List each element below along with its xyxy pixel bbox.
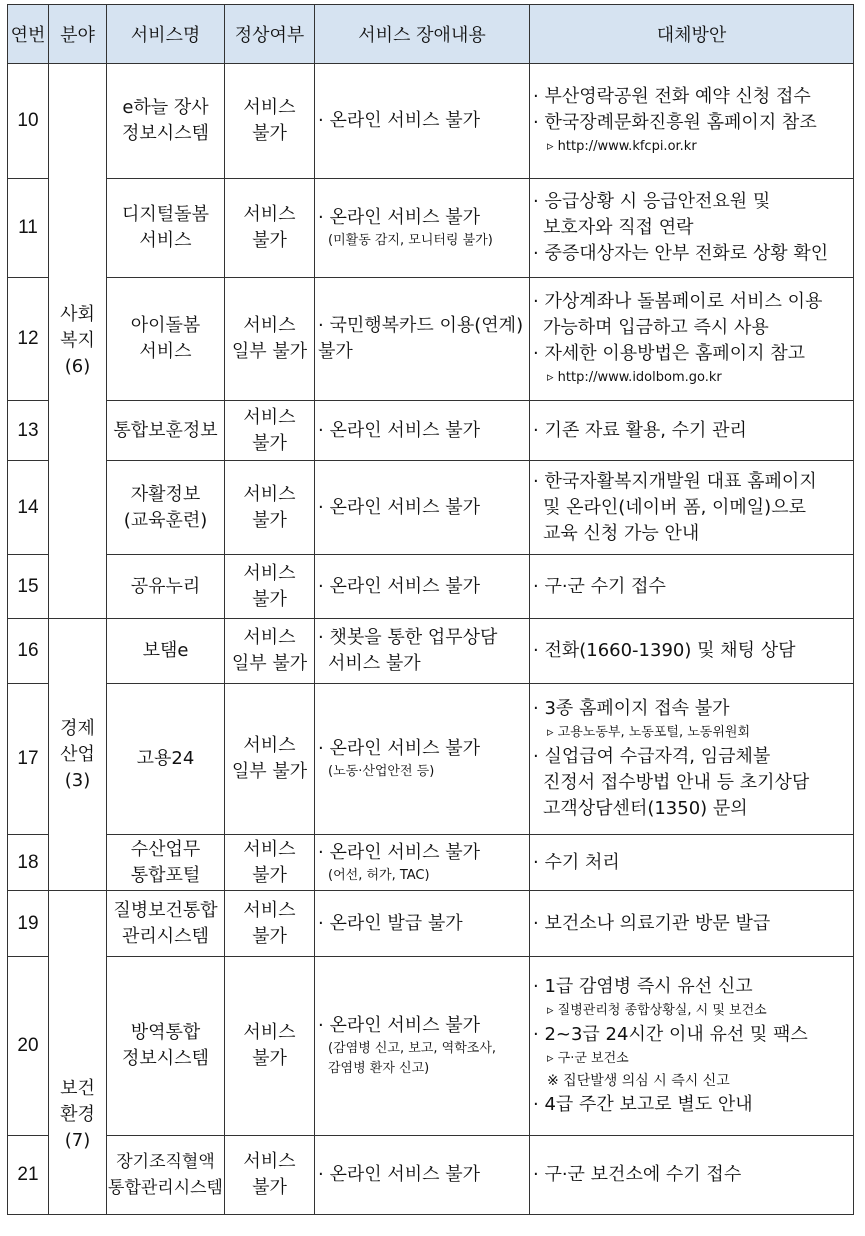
row-number: 14 xyxy=(8,461,49,555)
service-status: 서비스 불가 xyxy=(225,64,315,179)
issue-description: · 온라인 서비스 불가 xyxy=(315,64,530,179)
outage-table xyxy=(7,4,854,1215)
header-alternative: 대체방안 xyxy=(530,5,854,64)
row-number: 15 xyxy=(8,555,49,619)
header-row xyxy=(8,5,854,64)
category-line: 경제 xyxy=(60,717,95,739)
service-name: 장기조직혈액 통합관리시스템 xyxy=(107,1136,225,1215)
row-number: 20 xyxy=(8,957,49,1136)
issue-description: · 온라인 서비스 불가 xyxy=(315,401,530,461)
alternative-plan: · 구·군 수기 접수 xyxy=(530,555,854,619)
alternative-plan: · 부산영락공원 전화 예약 신청 접수 · 한국장례문화진흥원 홈페이지 참조 ▹ http://www.kfcpi.or.kr xyxy=(530,64,854,179)
row-number: 10 xyxy=(8,64,49,179)
row-number: 11 xyxy=(8,179,49,278)
service-status: 서비스 불가 xyxy=(225,555,315,619)
row-number: 16 xyxy=(8,619,49,684)
header-service-name: 서비스명 xyxy=(107,5,225,64)
service-name: 방역통합 정보시스템 xyxy=(107,957,225,1136)
table-row xyxy=(8,278,854,401)
service-name: e하늘 장사 정보시스템 xyxy=(107,64,225,179)
table-row xyxy=(8,684,854,835)
issue-description: · 온라인 서비스 불가 xyxy=(315,555,530,619)
category-line: 환경 xyxy=(60,1104,95,1125)
issue-description: · 국민행복카드 이용(연계) 불가 xyxy=(315,278,530,401)
row-number: 19 xyxy=(8,891,49,957)
service-name: 자활정보 (교육훈련) xyxy=(107,461,225,555)
table-row xyxy=(8,64,854,179)
alternative-plan: · 수기 처리 xyxy=(530,835,854,891)
category-social-welfare xyxy=(49,64,107,619)
alternative-plan: · 보건소나 의료기관 방문 발급 xyxy=(530,891,854,957)
header-no: 연번 xyxy=(8,5,49,64)
service-status: 서비스 불가 xyxy=(225,957,315,1136)
issue-description: · 챗봇을 통한 업무상담 서비스 불가 xyxy=(315,619,530,684)
category-line: 보건 xyxy=(60,1078,95,1099)
service-name: 보탬e xyxy=(107,619,225,684)
alternative-plan: · 기존 자료 활용, 수기 관리 xyxy=(530,401,854,461)
service-name: 수산업무 통합포털 xyxy=(107,835,225,891)
row-number: 13 xyxy=(8,401,49,461)
table-row xyxy=(8,619,854,684)
website-link[interactable]: ▹ http://www.idolbom.go.kr xyxy=(547,370,722,385)
issue-description: · 온라인 서비스 불가 (미활동 감지, 모니터링 불가) xyxy=(315,179,530,278)
issue-description: · 온라인 발급 불가 xyxy=(315,891,530,957)
service-status: 서비스 불가 xyxy=(225,891,315,957)
service-status: 서비스 불가 xyxy=(225,1136,315,1215)
category-line: 산업 xyxy=(60,743,95,765)
alternative-plan: · 1급 감염병 즉시 유선 신고 ▹ 질병관리청 종합상황실, 시 및 보건소 · 2~3급 24시간 이내 유선 및 팩스 ▹ 구·군 보건소 ※ 집단발생 의심 시 즉시 신고 · 4급 주간 보고로 별도 안내 xyxy=(530,957,854,1136)
service-status: 서비스 불가 xyxy=(225,179,315,278)
category-line: (6) xyxy=(64,356,91,377)
service-status: 서비스 일부 불가 xyxy=(225,619,315,684)
service-status: 서비스 일부 불가 xyxy=(225,278,315,401)
service-name: 공유누리 xyxy=(107,555,225,619)
table-row xyxy=(8,891,854,957)
service-status: 서비스 불가 xyxy=(225,461,315,555)
row-number: 18 xyxy=(8,835,49,891)
service-name: 디지털돌봄 서비스 xyxy=(107,179,225,278)
category-line: 사회 xyxy=(60,304,95,325)
category-health-environment xyxy=(49,891,107,1215)
table-row xyxy=(8,179,854,278)
header-status: 정상여부 xyxy=(225,5,315,64)
service-status: 서비스 불가 xyxy=(225,835,315,891)
header-issue: 서비스 장애내용 xyxy=(315,5,530,64)
alternative-plan: · 3종 홈페이지 접속 불가 ▹ 고용노동부, 노동포털, 노동위원회 · 실업급여 수급자격, 임금체불 진정서 접수방법 안내 등 초기상담 고객상담센터(1350) 문의 xyxy=(530,684,854,835)
header-category: 분야 xyxy=(49,5,107,64)
alternative-plan: · 전화(1660-1390) 및 채팅 상담 xyxy=(530,619,854,684)
website-link[interactable]: ▹ http://www.kfcpi.or.kr xyxy=(547,139,697,154)
category-economy-industry xyxy=(49,619,107,891)
issue-description: · 온라인 서비스 불가 (감염병 신고, 보고, 역학조사, 감염병 환자 신고) xyxy=(315,957,530,1136)
row-number: 17 xyxy=(8,684,49,835)
table-row xyxy=(8,957,854,1136)
table-row xyxy=(8,461,854,555)
service-status: 서비스 불가 xyxy=(225,401,315,461)
table-row xyxy=(8,835,854,891)
alternative-plan: · 한국자활복지개발원 대표 홈페이지 및 온라인(네이버 폼, 이메일)으로 교육 신청 가능 안내 xyxy=(530,461,854,555)
issue-description: · 온라인 서비스 불가 xyxy=(315,461,530,555)
category-line: (3) xyxy=(64,769,91,791)
alternative-plan: · 구·군 보건소에 수기 접수 xyxy=(530,1136,854,1215)
alternative-plan: · 응급상황 시 응급안전요원 및 보호자와 직접 연락 · 중증대상자는 안부 전화로 상황 확인 xyxy=(530,179,854,278)
issue-description: · 온라인 서비스 불가 xyxy=(315,1136,530,1215)
service-status: 서비스 일부 불가 xyxy=(225,684,315,835)
alternative-plan: · 가상계좌나 돌봄페이로 서비스 이용 가능하며 입금하고 즉시 사용 · 자세한 이용방법은 홈페이지 참고 ▹ http://www.idolbom.go.kr xyxy=(530,278,854,401)
category-line: 복지 xyxy=(60,330,95,351)
service-name: 통합보훈정보 xyxy=(107,401,225,461)
row-number: 12 xyxy=(8,278,49,401)
service-name: 고용24 xyxy=(107,684,225,835)
table-row xyxy=(8,1136,854,1215)
category-line: (7) xyxy=(64,1130,91,1151)
table-row xyxy=(8,401,854,461)
service-name: 아이돌봄 서비스 xyxy=(107,278,225,401)
service-name: 질병보건통합 관리시스템 xyxy=(107,891,225,957)
table-row xyxy=(8,555,854,619)
issue-description: · 온라인 서비스 불가 (어선, 허가, TAC) xyxy=(315,835,530,891)
row-number: 21 xyxy=(8,1136,49,1215)
issue-description: · 온라인 서비스 불가 (노동·산업안전 등) xyxy=(315,684,530,835)
